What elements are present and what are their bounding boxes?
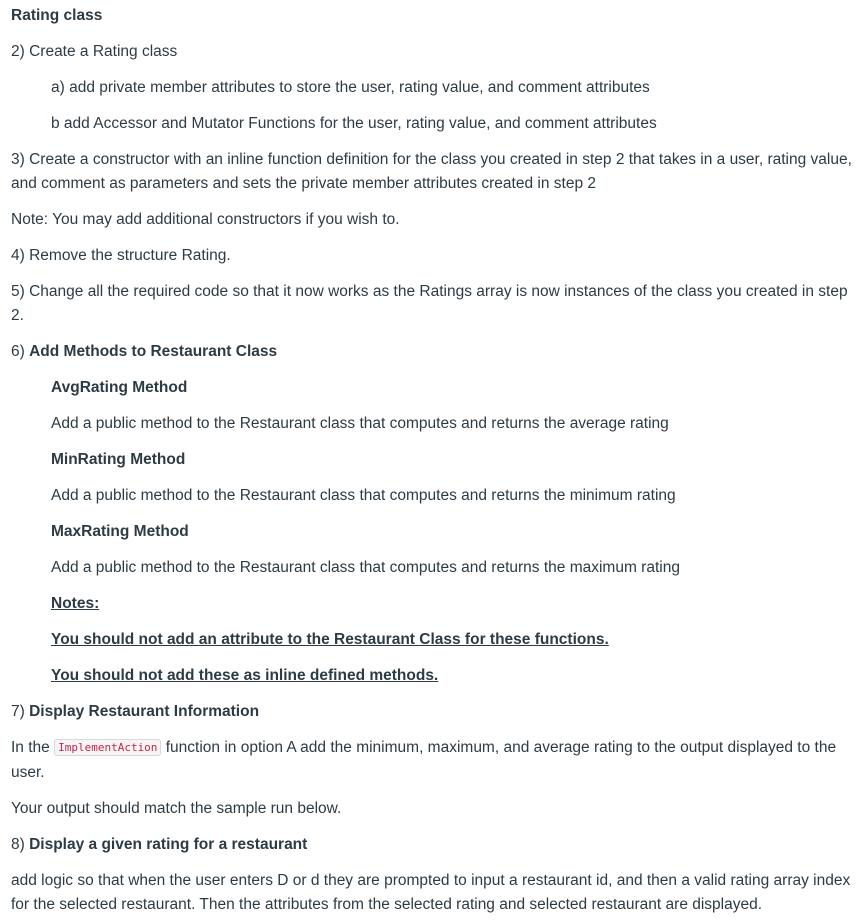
page-title: Rating class <box>11 7 103 24</box>
step-8 <box>11 833 852 857</box>
step-7-match: Your output should match the sample run below. <box>11 800 342 817</box>
step-8-number: 8) <box>11 836 30 853</box>
step-2: 2) Create a Rating class <box>11 43 178 60</box>
notes-item-2: You should not add these as inline defined methods. <box>51 667 439 684</box>
step-8-title: Display a given rating for a restaurant <box>29 836 308 853</box>
step-6-number: 6) <box>11 343 30 360</box>
step-7-number: 7) <box>11 703 30 720</box>
step-5: 5) Change all the required code so that it now works as the Ratings array is now instances of the class you created in step 2. <box>11 283 848 324</box>
step-2b: b add Accessor and Mutator Functions for the user, rating value, and comment attributes <box>51 115 657 132</box>
note: Note: You may add additional constructors if you wish to. <box>11 211 400 228</box>
avg-rating-title: AvgRating Method <box>51 379 188 396</box>
step-7-title: Display Restaurant Information <box>29 703 260 720</box>
min-rating-title: MinRating Method <box>51 451 186 468</box>
step-6 <box>11 340 852 364</box>
step-7-desc: In the ImplementAction function in option A add the minimum, maximum, and average rating to the output displayed to the user. <box>11 739 837 781</box>
implement-action-code: ImplementAction <box>54 739 161 756</box>
step-4: 4) Remove the structure Rating. <box>11 247 231 264</box>
max-rating-title: MaxRating Method <box>51 523 189 540</box>
min-rating-desc: Add a public method to the Restaurant class that computes and returns the minimum rating <box>51 487 676 504</box>
step-7 <box>11 700 852 724</box>
notes-title: Notes: <box>51 595 100 612</box>
avg-rating-desc: Add a public method to the Restaurant class that computes and returns the average rating <box>51 415 669 432</box>
step-2a: a) add private member attributes to store the user, rating value, and comment attributes <box>51 79 650 96</box>
max-rating-desc: Add a public method to the Restaurant class that computes and returns the maximum rating <box>51 559 680 576</box>
step-8-desc: add logic so that when the user enters D or d they are prompted to input a restaurant id, and then a valid rating array index for the selected restaurant. Then the attributes from the selected rating and selected restaurant are displayed. <box>11 872 851 913</box>
step-6-title: Add Methods to Restaurant Class <box>29 343 278 360</box>
notes-item-1: You should not add an attribute to the Restaurant Class for these functions. <box>51 631 609 648</box>
step-3: 3) Create a constructor with an inline function definition for the class you created in step 2 that takes in a user, rating value, and comment as parameters and sets the private member attributes created in step 2 <box>11 151 852 192</box>
